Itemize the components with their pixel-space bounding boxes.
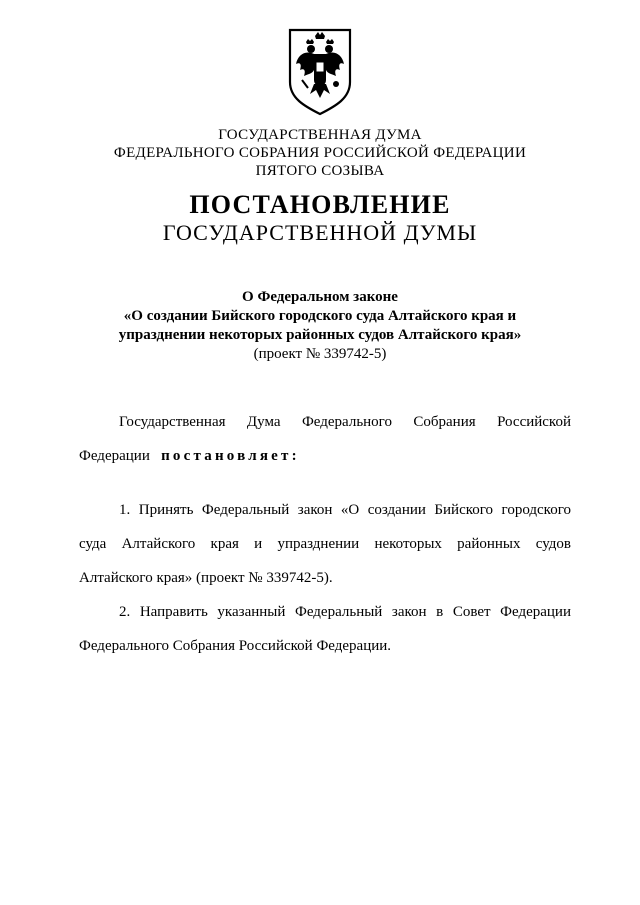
header-convocation: ПЯТОГО СОЗЫВА <box>255 163 385 179</box>
item-1-line-2: суда Алтайского края и упразднении некоторых районных судов <box>79 536 571 552</box>
item-1-line-3: Алтайского края» (проект № 339742-5). <box>79 570 333 586</box>
intro-prefix: Федерации <box>79 448 150 464</box>
item-1-line-1: 1. Принять Федеральный закон «О создании Бийского городского <box>119 502 571 518</box>
document-subtitle: ГОСУДАРСТВЕННОЙ ДУМЫ <box>162 220 478 245</box>
about-line-2: «О создании Бийского городского суда Алтайского края и <box>123 308 517 324</box>
intro-line-2 <box>79 446 571 466</box>
project-number: (проект № 339742-5) <box>253 346 387 362</box>
intro-line-1: Государственная Дума Федерального Собрания Российской <box>119 414 571 430</box>
about-line-3: упразднении некоторых районных судов Алтайского края» <box>118 327 522 343</box>
header-duma: ГОСУДАРСТВЕННАЯ ДУМА <box>218 127 422 143</box>
about-line-1: О Федеральном законе <box>242 289 398 305</box>
item-2-line-2: Федерального Собрания Российской Федерации. <box>79 638 392 654</box>
intro-verb: постановляет: <box>161 448 300 464</box>
document-title: ПОСТАНОВЛЕНИЕ <box>189 190 451 219</box>
item-2-line-1: 2. Направить указанный Федеральный закон в Совет Федерации <box>119 604 571 620</box>
header-federal-assembly: ФЕДЕРАЛЬНОГО СОБРАНИЯ РОССИЙСКОЙ ФЕДЕРАЦИИ <box>113 145 527 161</box>
coat-of-arms-icon <box>284 24 356 118</box>
